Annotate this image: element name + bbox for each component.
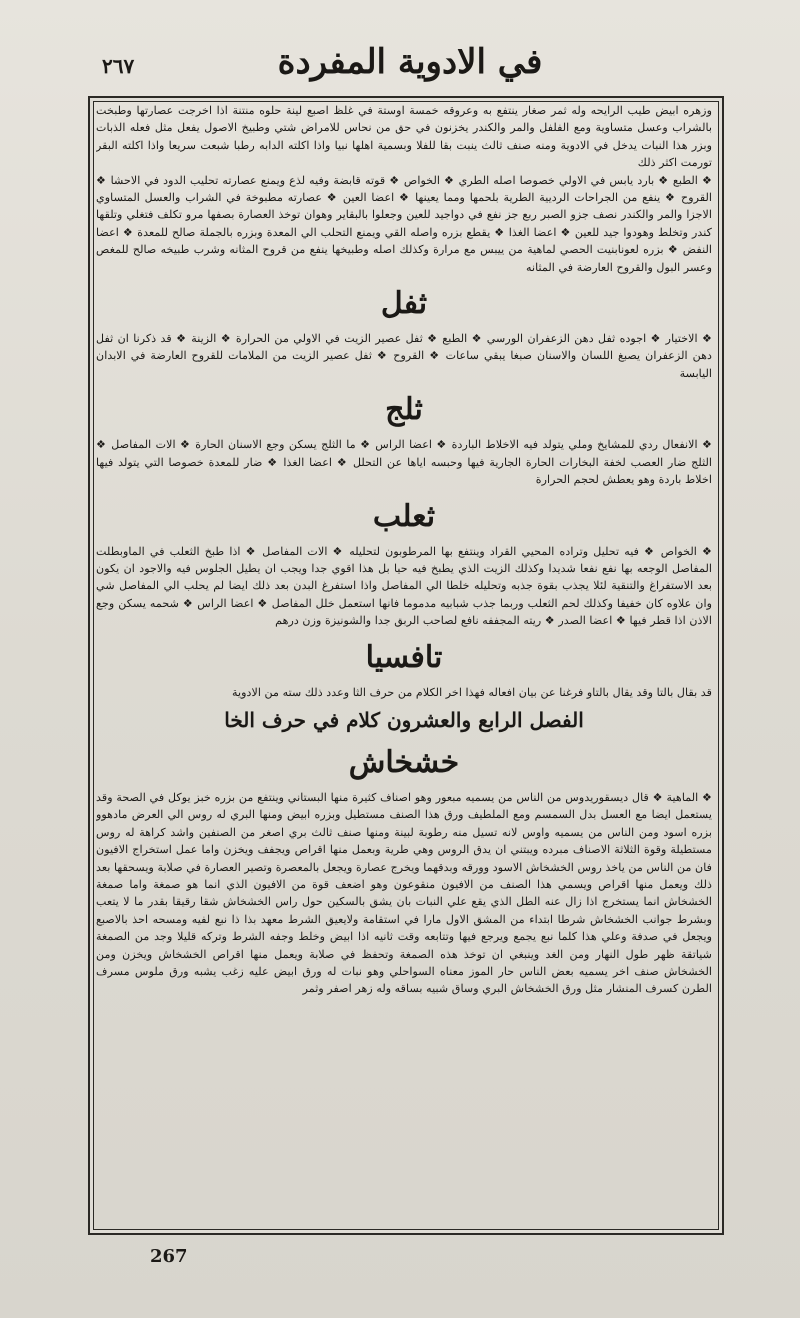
entry-heading: تافسيا: [365, 639, 443, 675]
entry-section: [96, 705, 712, 735]
entry-heading: ثعلب: [372, 498, 436, 534]
page-number-arabic: ٢٦٧: [102, 54, 135, 78]
entry-heading: خشخاش: [348, 744, 460, 780]
entry-paragraph: قد بقال بالتا وقد يقال بالتاو فرغنا عن بيان افعاله فهذا اخر الكلام من حرف الثا وعدد ذلك سته من الادوية: [231, 685, 712, 699]
entry-paragraph: ❖ الماهية ❖ قال ديسقوريدوس من الناس من يسميه مبعور وهو اصناف كثيرة منها البستاني وينتفع من بزره خبز يوكل في الصحة وقد يستعمل ايضا مع العسل بدل السمسم ومع الملطيف ورق هذا الصنف مستطيل وبزره ابيض ومنها البري له روس الي العرض مادهوو بزره اسود ومن الناس من يسميه واوس لانه تسيل منه رطوبة لبينة ومنها صنف ثالث بري اصغر من الصنفين واشد كراهة له روس مستطيلة وقوة الثلاثة الاصناف مبرده ويبتني ان يدق الروس وهي طرية وبعمل منها اقراص ويجفف ويخزن واما عمل استخراج الافيون فان من الناس من ياخذ روس الخشخاش الاسود وورقه وبدقهما ويخرج عصارة ويجعل بالمعصرة وتصير العصارة في صلابة ويسحقها بعد ذلك ويعمل منها اقراص ويسمي هذا الصنف من الافيون منقوعون وهو اضعف قوة من الافيون الذي انما هو صمغة واما صمغة الخشخاش انما يستخرج اذا زال عنه الطل الذي يقع علي النبات بان يشق بالسكين حول راس الخشخاش شقا رقيقا بقدر ما لا يتعب وبشرط جوانب الخشخاش شرطا ابتداء من المشق الاول مارا في استقامة ولايعيق الشرط معهد بذا ذا نبع لفيه ومسحه احذ بالاصبع ويجعل في صدفة وعلي هذا كلما نبع يجمع ويرجع فيها وتتابعه وقت ثانيه اذا ابيض وخلط وجفه الشرط وتركه قليلا وجد من الصمغة شياتقة ظهر طول النهار ومن الغد وينبغي ان توخذ هذه الصمغة وتحفظ في صلابة ويعمل منها اقراص الخشخاش ويخزن ومن الخشخاش صنف اخر يسميه بعض الناس حار الموز معناه السواحلي وهو نبات له ورق ابيض عليه زغب يشبه ورق ملوس مسرف الطرن كسرف المنشار مثل ورق الخشخاش البري وساق شبيه بساقه وله زهر اصفر وثمر: [96, 790, 712, 996]
entry-section: [96, 636, 712, 701]
chapter-heading: الفصل الرابع والعشرون كلام في حرف الخا: [224, 707, 584, 732]
entry-paragraph: ❖ الطبع ❖ بارد يابس في الاولي خصوصا اصله الطري ❖ الخواص ❖ قوته قابضة وفيه لذع ويمنع عصارته تحليب الدود في الاحشا ❖ القروح ❖ ينفع من الجراحات الرديية الطرية بلحمها ومما يعينها ❖ اعضا العين ❖ عصارته مطبوخة في الشراب والعسل المتساوي الاجزا والمر والكندر نصف جزو الصبر ربع جز نفع في دواجيد للعين وجعلوا بالبقاير وهوان توخذ العصارة بصفها مرو تكلف فتغلي وتلقها كندر وتخلط وهودوا جيد للعين ❖ اعضا الغذا ❖ يقطع بزره واصله القي ويمنع التحلب الي المعدة وبزره بالجملة صالح للمعدة ❖ اعضا النفض ❖ بزره لعونابنيت الحصي لماهية من ييبس مع مرارة وكذلك اصله وطبيخها ينفع من قروح المثانه وشرب طبيخه صالح للمغص وعسر البول والقروح العارضة في المثانه: [96, 173, 712, 274]
page-header: [90, 40, 730, 100]
entry-paragraph: ❖ الانفعال ردي للمشايخ وملي يتولد فيه الاخلاط الباردة ❖ اعضا الراس ❖ ما الثلج يسكن وجع الاسنان الحارة ❖ الات المفاصل ❖ الثلج ضار العصب لخفة البخارات الحارة الجارية فيها وحبسه اياها عن التحلل ❖ اعضا الغذا ❖ ضار للمعدة خصوصا التي يتولد فيها اخلاط باردة وهو يعطش لحجم الحرارة: [96, 438, 712, 487]
page-number-footer: 267: [150, 1246, 188, 1267]
entry-section: [96, 282, 712, 382]
entry-paragraph: ❖ الخواص ❖ فيه تحليل وتراده المحيي القراد وينتفع بها المرطوبون لتحليله ❖ الات المفاصل ❖ اذا طبخ الثعلب في الماوبطلت المفاصل الوجعه بها نفع نفعا شديدا وكذلك الزيت الذي يطبخ فيه حيا بل هذا اقوي جدا ويجب ان يطيل الجلوس فيه والاجود ان يكون بعد الاستفراغ والتنقية لئلا يجذب بقوة جذبه وتحليله خلطا الي المفاصل واذا استفرغ البدن بعد ذلك ايضا لم يحلب الي المفاصل شي وان علاوه كان خفيفا وكذلك لحم الثعلب وربما جذب شبابيه مدموما فانها استعمل خلل المفاصل ❖ اعضا الراس ❖ شحمه يسكن وجع الاذن اذا قطر فيها ❖ اعضا الصدر ❖ ريته المجففه نافع لصاحب الربق جدا والشونيزة وزن درهم: [96, 544, 712, 628]
main-text-block: [96, 102, 712, 1226]
running-title: في الادوية المفردة: [277, 42, 543, 82]
entry-section: [96, 495, 712, 630]
entry-heading: ثفل: [380, 286, 428, 322]
entry-paragraph: وزهره ابيض طيب الرايحه وله ثمر صغار ينتفع به وعروقه خمسة اوستة في غلظ اصبع لينة حلوه منتنة اذا اخرجت عصارتها وطبخت بالشراب وعسل متساوية ومع الفلفل والمر والكندر يخزنون في حق من نحاس للامراض شتي وطبيخ الاصول يفعل مثل فعله الذبات وبزر هذا النبات يدخل في الادوية ومنه صنف ثالث ينبت بقا للفلا وبسمية اهلها نبيا واذا اكلته الدابه رطبا شبعت سريعا واذا اكلته البقر تورمت اكثر ذلك: [96, 104, 712, 170]
entry-heading: ثلج: [385, 392, 423, 428]
entry-paragraph: ❖ الاختيار ❖ اجوده ثفل دهن الزعفران الورسي ❖ الطبع ❖ ثفل عصير الزيت في الاولي من الحرارة ❖ الزينة ❖ قد ذكرنا ان ثفل دهن الزعفران يصبغ اللسان والاسنان صبغا يبقي ساعات ❖ القروح ❖ ثفل عصير الزيت من الملامات للقروح العارضة في الابدان اليابسة: [96, 332, 712, 380]
entry-section: [96, 102, 712, 276]
entry-section: [96, 741, 712, 998]
entry-section: [96, 388, 712, 488]
